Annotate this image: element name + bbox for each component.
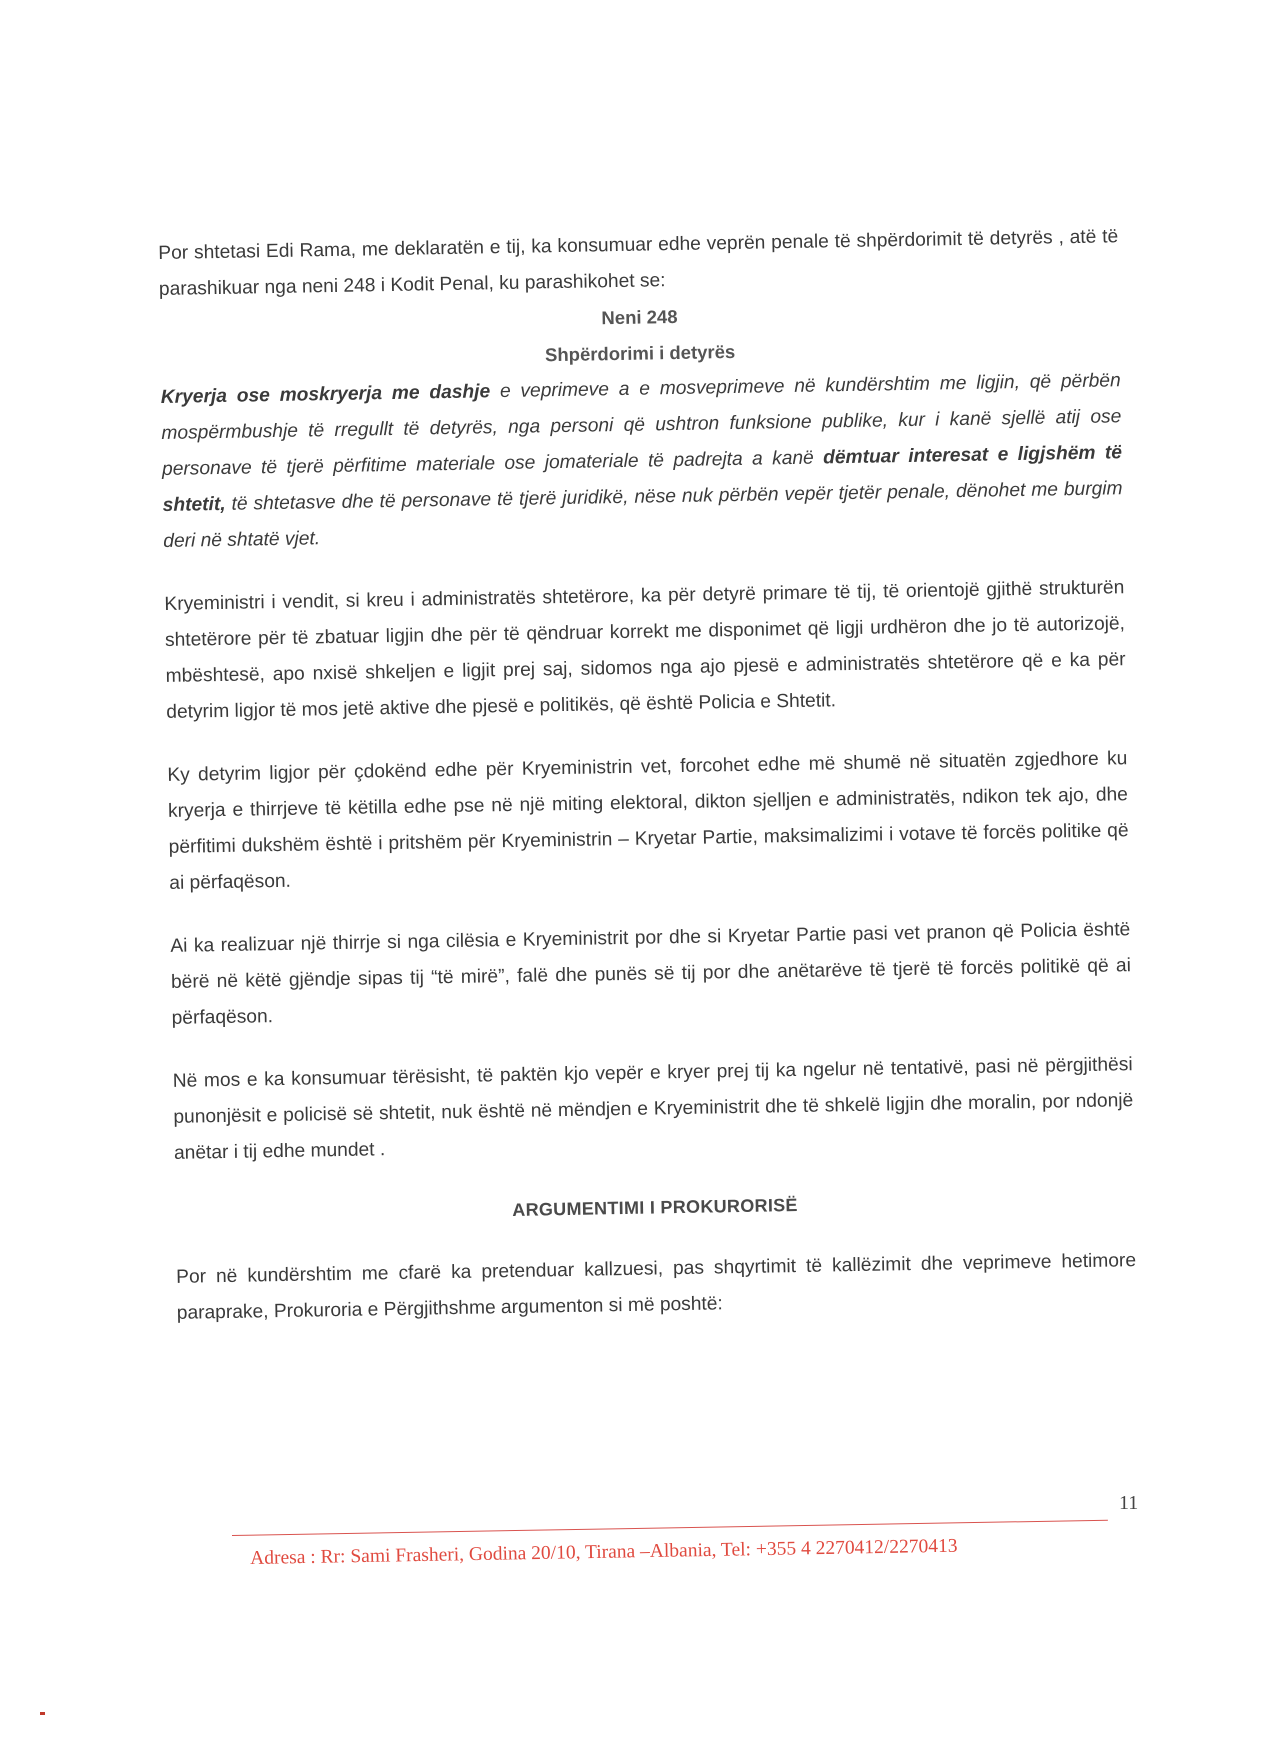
article-number: Neni 248 (601, 305, 678, 329)
article-text (161, 363, 1124, 560)
article-title: Shpërdorimi i detyrës (544, 340, 736, 366)
paragraph-attempt: Në mos e ka konsumuar tërësisht, të paktën kjo vepër e kryer prej tij ka ngelur në tentativë, pasi në përgjithësi punonjësit e policisë së shtetit, nuk është në mëndjen e Kryeministrit dhe të shkelë ligjin dhe moralin, por ndonjë anëtar i tij edhe mundet . (172, 1054, 1134, 1164)
article-bold-phrase-1: Kryerja ose moskryerja me dashje (160, 381, 491, 408)
page-number: 11 (1119, 1492, 1139, 1514)
paragraph-legal-obligation: Ky detyrim ligjor për çdokënd edhe për Kryeministrin vet, forcohet edhe më shumë në situatën zgjedhore ku kryerja e thirrjeve të këtilla edhe pse në një miting elektoral, dikton sjelljen e administratës, ndikon tek ajo, dhe përfitimi dukshëm është i pritshëm për Kryeministrin – Kryetar Partie, maksimalizimi i votave të forcës politike që ai përfaqëson. (167, 748, 1129, 894)
article-bold-phrase-2: dëmtuar interesat e ligjshëm të shtetit, (162, 442, 1123, 516)
footer-divider (232, 1520, 1108, 1536)
footer-address: Adresa : Rr: Sami Frasheri, Godina 20/10, Tirana –Albania, Tel: +355 4 2270412/2270413 (250, 1535, 958, 1569)
scan-mark (40, 1712, 45, 1715)
document-body (158, 219, 1137, 1332)
paragraph-prosecution-argument: Por në kundërshtim me cfarë ka pretenduar kallzuesi, pas shqyrtimit të kallëzimit dhe veprimeve hetimore paraprake, Prokuroria e Përgjithshme argumenton si më poshtë: (175, 1250, 1137, 1324)
section-heading: ARGUMENTIMI I PROKURORISË (512, 1194, 798, 1220)
paragraph-prime-minister-duty: Kryeministri i vendit, si kreu i administratës shtetërore, ka për detyrë primare të tij, të orientojë gjithë strukturën shtetërore për të zbatuar ligjin dhe për të qëndruar korrekt me disponimet që ligji urdhëron dhe jo të autorizojë, mbështesë, apo nxisë shkeljen e ligjit prej saj, sidomos nga ajo pjesë e administratës shtetërore që e ka për detyrim ligjor të mos jetë aktive dhe pjesë e politikës, që është Policia e Shtetit. (164, 577, 1126, 723)
paragraph-intro: Por shtetasi Edi Rama, me deklaratën e tij, ka konsumuar edhe veprën penale të shpërdorimit të detyrës , atë të parashikuar nga neni 248 i Kodit Penal, ku parashikohet se: (158, 226, 1119, 300)
paragraph-call: Ai ka realizuar një thirrje si nga cilësia e Kryeministrit por dhe si Kryetar Partie pasi vet pranon që Policia është bërë në këtë gjëndje sipas tij “të mirë”, falë dhe punës së tij por dhe anëtarëve të tjerë të forcës politikë që ai përfaqëson. (170, 919, 1132, 1029)
article-text-part-1: e veprimeve a e mosveprimeve në kundërshtim me ligjin, që përbën mospërmbushje të rregullt të detyrës, nga personi që ushtron funksione publike, kur i kanë sjellë atij ose personave të tjerë përfitime materiale ose jomateriale të padrejta a kanë (161, 370, 1122, 480)
article-text-part-2: të shtetasve dhe të personave të tjerë juridikë, nëse nuk përbën vepër tjetër penale, dënohet me burgim deri në shtatë vjet. (163, 478, 1123, 552)
